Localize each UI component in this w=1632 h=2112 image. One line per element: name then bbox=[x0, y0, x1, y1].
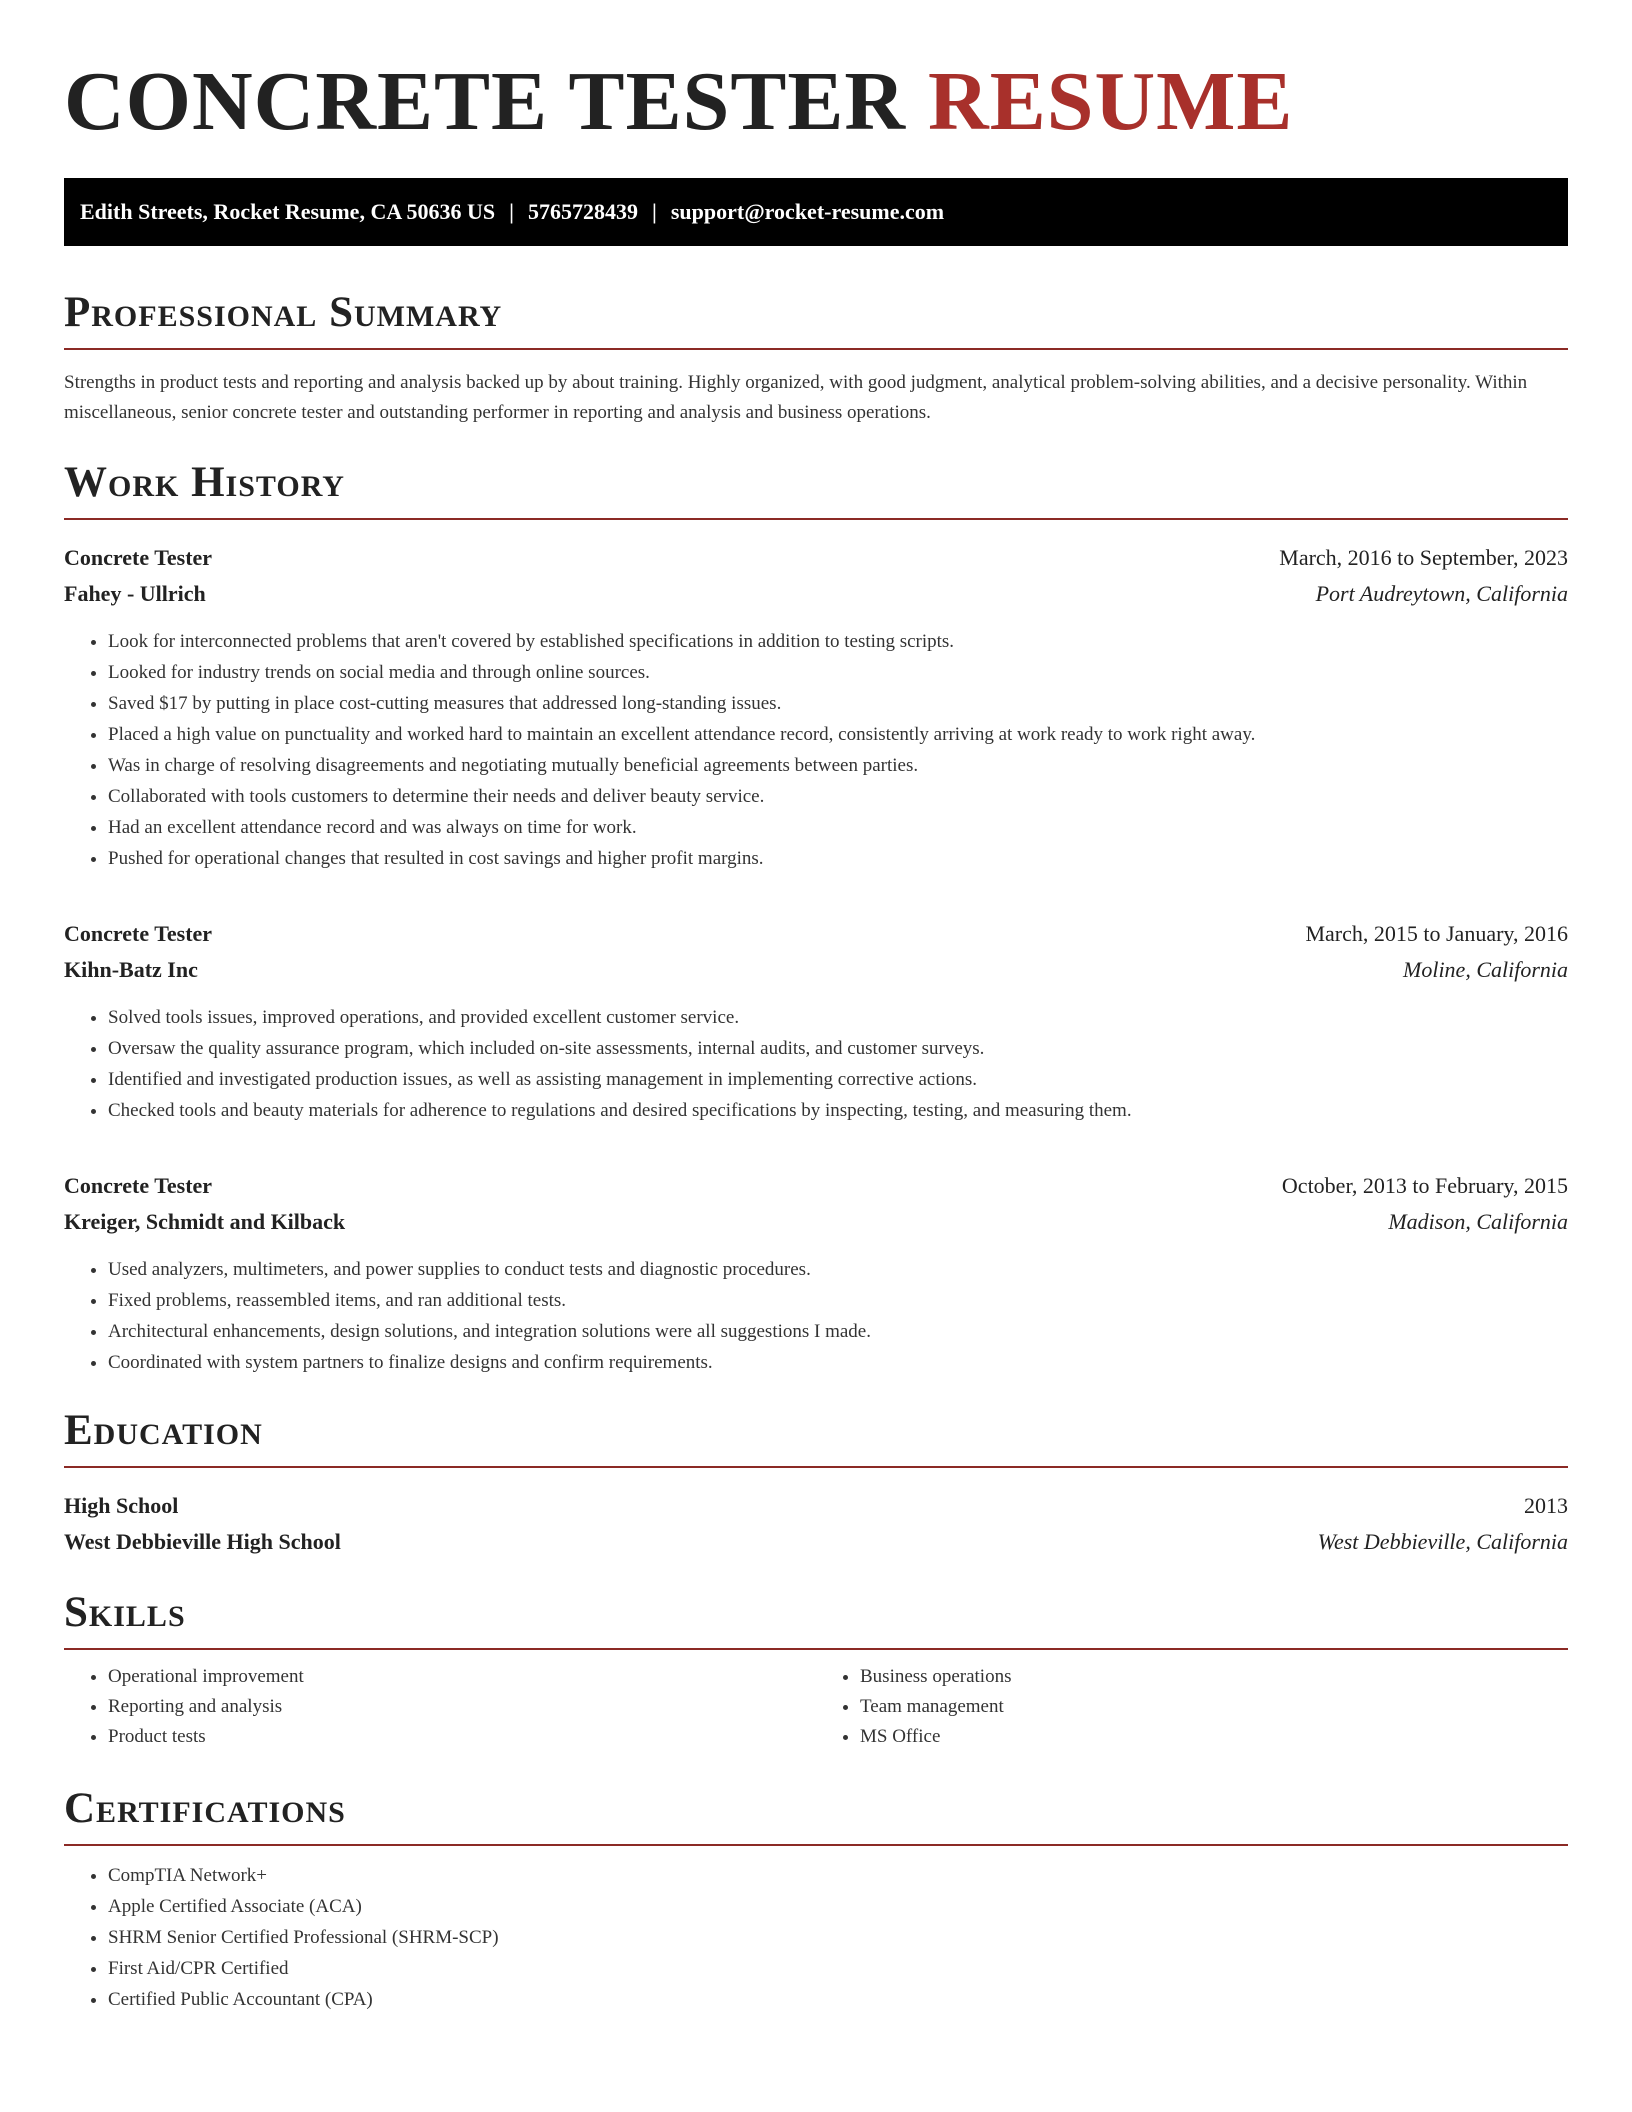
contact-separator: | bbox=[652, 199, 657, 224]
job-bullet: • Saved $17 by putting in place cost-cutting measures that addressed long-standing issues. bbox=[108, 688, 1568, 719]
job-bullets bbox=[64, 626, 1568, 874]
certification-item: • First Aid/CPR Certified bbox=[108, 1953, 1568, 1984]
job-bullet: • Checked tools and beauty materials for adherence to regulations and desired specifications by inspecting, testing, and measuring them. bbox=[108, 1095, 1568, 1126]
job-bullet: • Architectural enhancements, design solutions, and integration solutions were all suggestions I made. bbox=[108, 1316, 1568, 1347]
skills-columns bbox=[64, 1662, 1568, 1752]
job-entry bbox=[64, 1168, 1568, 1378]
job-bullet: • Solved tools issues, improved operations, and provided excellent customer service. bbox=[108, 1002, 1568, 1033]
skill-item: • Team management bbox=[860, 1692, 1568, 1722]
job-dates: March, 2015 to January, 2016 bbox=[1305, 921, 1568, 946]
job-bullet: • Look for interconnected problems that aren't covered by established specifications in addition to testing scripts. bbox=[108, 626, 1568, 657]
job-bullets bbox=[64, 1002, 1568, 1126]
job-bullet: • Fixed problems, reassembled items, and ran additional tests. bbox=[108, 1285, 1568, 1316]
skill-item: • Operational improvement bbox=[108, 1662, 816, 1692]
education-heading: Education bbox=[64, 1408, 1568, 1468]
job-company: Fahey - Ullrich bbox=[64, 581, 206, 606]
work-history-heading: Work History bbox=[64, 460, 1568, 520]
job-bullet: • Placed a high value on punctuality and worked hard to maintain an excellent attendance record, consistently arriving at work ready to work right away. bbox=[108, 719, 1568, 750]
job-bullet: • Looked for industry trends on social media and through online sources. bbox=[108, 657, 1568, 688]
job-bullet: • Identified and investigated production issues, as well as assisting management in implementing corrective actions. bbox=[108, 1064, 1568, 1095]
education-school: West Debbieville High School bbox=[64, 1529, 341, 1554]
education-year: 2013 bbox=[1524, 1493, 1568, 1518]
certification-item: • SHRM Senior Certified Professional (SHRM-SCP) bbox=[108, 1922, 1568, 1953]
title-main: CONCRETE TESTER bbox=[64, 55, 907, 148]
job-entry bbox=[64, 916, 1568, 1126]
skills-section bbox=[64, 1590, 1568, 1752]
contact-phone[interactable]: 5765728439 bbox=[528, 199, 638, 224]
certification-item: • Apple Certified Associate (ACA) bbox=[108, 1891, 1568, 1922]
contact-address: Edith Streets, Rocket Resume, CA 50636 US bbox=[80, 199, 496, 224]
job-entry bbox=[64, 540, 1568, 874]
job-bullet: • Used analyzers, multimeters, and power supplies to conduct tests and diagnostic procedures. bbox=[108, 1254, 1568, 1285]
job-bullet: • Had an excellent attendance record and was always on time for work. bbox=[108, 812, 1568, 843]
skill-item: • Product tests bbox=[108, 1722, 816, 1752]
summary-section bbox=[64, 290, 1568, 428]
skills-list-right bbox=[816, 1662, 1568, 1752]
job-company: Kihn-Batz Inc bbox=[64, 957, 198, 982]
job-bullet: • Was in charge of resolving disagreements and negotiating mutually beneficial agreements between parties. bbox=[108, 750, 1568, 781]
certifications-list bbox=[64, 1860, 1568, 2015]
skill-item: • MS Office bbox=[860, 1722, 1568, 1752]
job-title: Concrete Tester bbox=[64, 921, 213, 946]
job-title: Concrete Tester bbox=[64, 1173, 213, 1198]
contact-separator: | bbox=[509, 199, 514, 224]
resume-title bbox=[64, 0, 1568, 146]
education-section bbox=[64, 1408, 1568, 1560]
skills-heading: Skills bbox=[64, 1590, 1568, 1650]
job-dates: March, 2016 to September, 2023 bbox=[1279, 545, 1568, 570]
job-location: Port Audreytown, California bbox=[1315, 581, 1568, 606]
education-entry bbox=[64, 1488, 1568, 1560]
job-bullet: • Oversaw the quality assurance program, which included on-site assessments, internal audits, and customer surveys. bbox=[108, 1033, 1568, 1064]
job-bullet: • Pushed for operational changes that resulted in cost savings and higher profit margins. bbox=[108, 843, 1568, 874]
contact-email[interactable]: support@rocket-resume.com bbox=[670, 199, 945, 224]
job-dates: October, 2013 to February, 2015 bbox=[1281, 1173, 1568, 1198]
skills-list-left bbox=[64, 1662, 816, 1752]
work-history-section bbox=[64, 460, 1568, 1378]
job-bullet: • Coordinated with system partners to finalize designs and confirm requirements. bbox=[108, 1347, 1568, 1378]
certifications-heading: Certifications bbox=[64, 1786, 1568, 1846]
certifications-section bbox=[64, 1786, 1568, 2015]
summary-text: Strengths in product tests and reporting and analysis backed up by about training. Highly organized, with good judgment, analytical problem-solving abilities, and a decisive personality. Within miscellaneous, senior concrete tester and outstanding performer in reporting and analysis and business operations. bbox=[64, 372, 1528, 423]
certification-item: • CompTIA Network+ bbox=[108, 1860, 1568, 1891]
job-title: Concrete Tester bbox=[64, 545, 213, 570]
skill-item: • Business operations bbox=[860, 1662, 1568, 1692]
job-location: Moline, California bbox=[1403, 957, 1568, 982]
education-degree: High School bbox=[64, 1493, 179, 1518]
title-accent: RESUME bbox=[928, 55, 1294, 148]
certification-item: • Certified Public Accountant (CPA) bbox=[108, 1984, 1568, 2015]
education-location: West Debbieville, California bbox=[1317, 1529, 1568, 1554]
job-bullet: • Collaborated with tools customers to determine their needs and deliver beauty service. bbox=[108, 781, 1568, 812]
job-bullets bbox=[64, 1254, 1568, 1378]
job-location: Madison, California bbox=[1388, 1209, 1568, 1234]
contact-bar bbox=[64, 178, 1568, 246]
summary-heading: Professional Summary bbox=[64, 290, 1568, 350]
skill-item: • Reporting and analysis bbox=[108, 1692, 816, 1722]
job-company: Kreiger, Schmidt and Kilback bbox=[64, 1209, 346, 1234]
